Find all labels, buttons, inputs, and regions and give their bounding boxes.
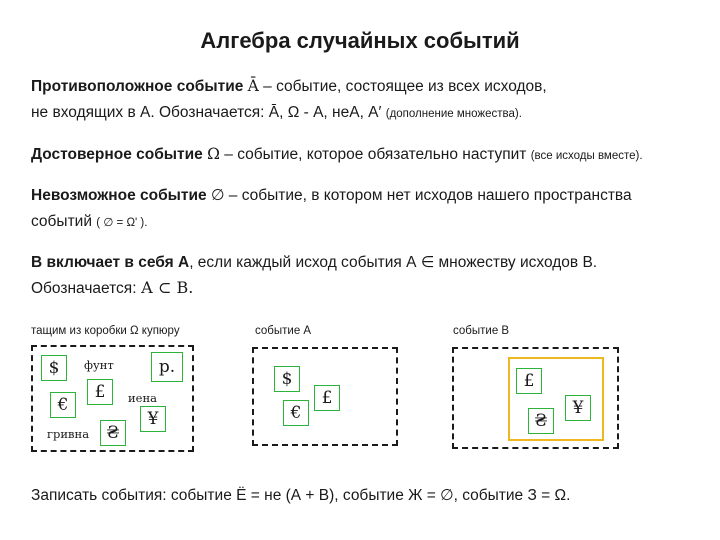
- symbol-complement: Ā: [247, 77, 259, 95]
- word-grivna: гривна: [47, 427, 90, 441]
- word-iena: иена: [128, 391, 157, 405]
- card-a-euro: [283, 400, 309, 426]
- dollar-icon: $: [281, 369, 293, 389]
- impossible-continuation: событий: [31, 213, 92, 230]
- paragraph-impossible-line1: [31, 184, 632, 207]
- hryvnia-icon: ₴: [534, 411, 548, 431]
- impossible-note: ( ∅ = Ω' ).: [96, 217, 148, 229]
- card-pound: [87, 379, 113, 405]
- hryvnia-icon: ₴: [106, 423, 120, 443]
- paragraph-impossible-line2: [31, 210, 147, 235]
- label-event-a: событие А: [255, 325, 312, 337]
- pound-icon: £: [523, 371, 535, 391]
- symbol-empty-set: ∅: [210, 187, 225, 204]
- pound-icon: £: [94, 382, 106, 402]
- euro-icon: €: [57, 395, 69, 415]
- card-dollar: [41, 355, 67, 381]
- card-b-yen: [565, 395, 591, 421]
- page-title: Алгебра случайных событий: [200, 28, 520, 53]
- paragraph-complement-line2: [31, 101, 522, 126]
- paragraph-complement-line1: [31, 75, 547, 98]
- card-euro: [50, 392, 76, 418]
- card-b-hryvnia: [528, 408, 554, 434]
- card-a-dollar: [274, 366, 300, 392]
- complement-note: (дополнение множества).: [385, 108, 522, 120]
- complement-notation: не входящих в А. Обозначается: Ā, Ω - А, неА, А′: [31, 104, 382, 121]
- complement-definition: – событие, состоящее из всех исходов,: [263, 78, 547, 95]
- card-yen: [140, 406, 166, 432]
- card-ruble: [151, 352, 183, 382]
- term-inclusion: В включает в себя А: [31, 254, 190, 271]
- certain-definition: – событие, которое обязательно наступит: [224, 146, 527, 163]
- inclusion-formula: А ⊂ В.: [140, 278, 194, 297]
- paragraph-inclusion-line2: [31, 276, 193, 300]
- ruble-icon: р.: [158, 357, 176, 377]
- inclusion-definition: , если каждый исход события А ∈ множеству исходов В.: [189, 254, 598, 271]
- label-sample-space: тащим из коробки Ω купюру: [31, 325, 180, 337]
- card-hryvnia: [100, 420, 126, 446]
- card-b-pound: [516, 368, 542, 394]
- word-funt: фунт: [84, 358, 114, 372]
- paragraph-inclusion-line1: [31, 251, 597, 274]
- symbol-omega: Ω: [207, 145, 220, 163]
- inclusion-prefix: Обозначается:: [31, 280, 137, 297]
- term-complement: Противоположное событие: [31, 78, 244, 95]
- label-event-b: событие В: [453, 325, 510, 337]
- card-a-pound: [314, 385, 340, 411]
- certain-note: (все исходы вместе).: [530, 150, 643, 162]
- paragraph-certain-event: [31, 143, 643, 168]
- term-certain: Достоверное событие: [31, 146, 203, 163]
- exercise-text: Записать события: событие Ё = не (А + В), событие Ж = ∅, событие З = Ω.: [31, 487, 571, 504]
- yen-icon: ¥: [147, 409, 159, 429]
- term-impossible: Невозможное событие: [31, 187, 207, 204]
- impossible-definition: – событие, в котором нет исходов нашего пространства: [228, 187, 632, 204]
- yen-icon: ¥: [572, 398, 584, 418]
- euro-icon: €: [290, 403, 302, 423]
- pound-icon: £: [321, 388, 333, 408]
- dollar-icon: $: [48, 358, 60, 378]
